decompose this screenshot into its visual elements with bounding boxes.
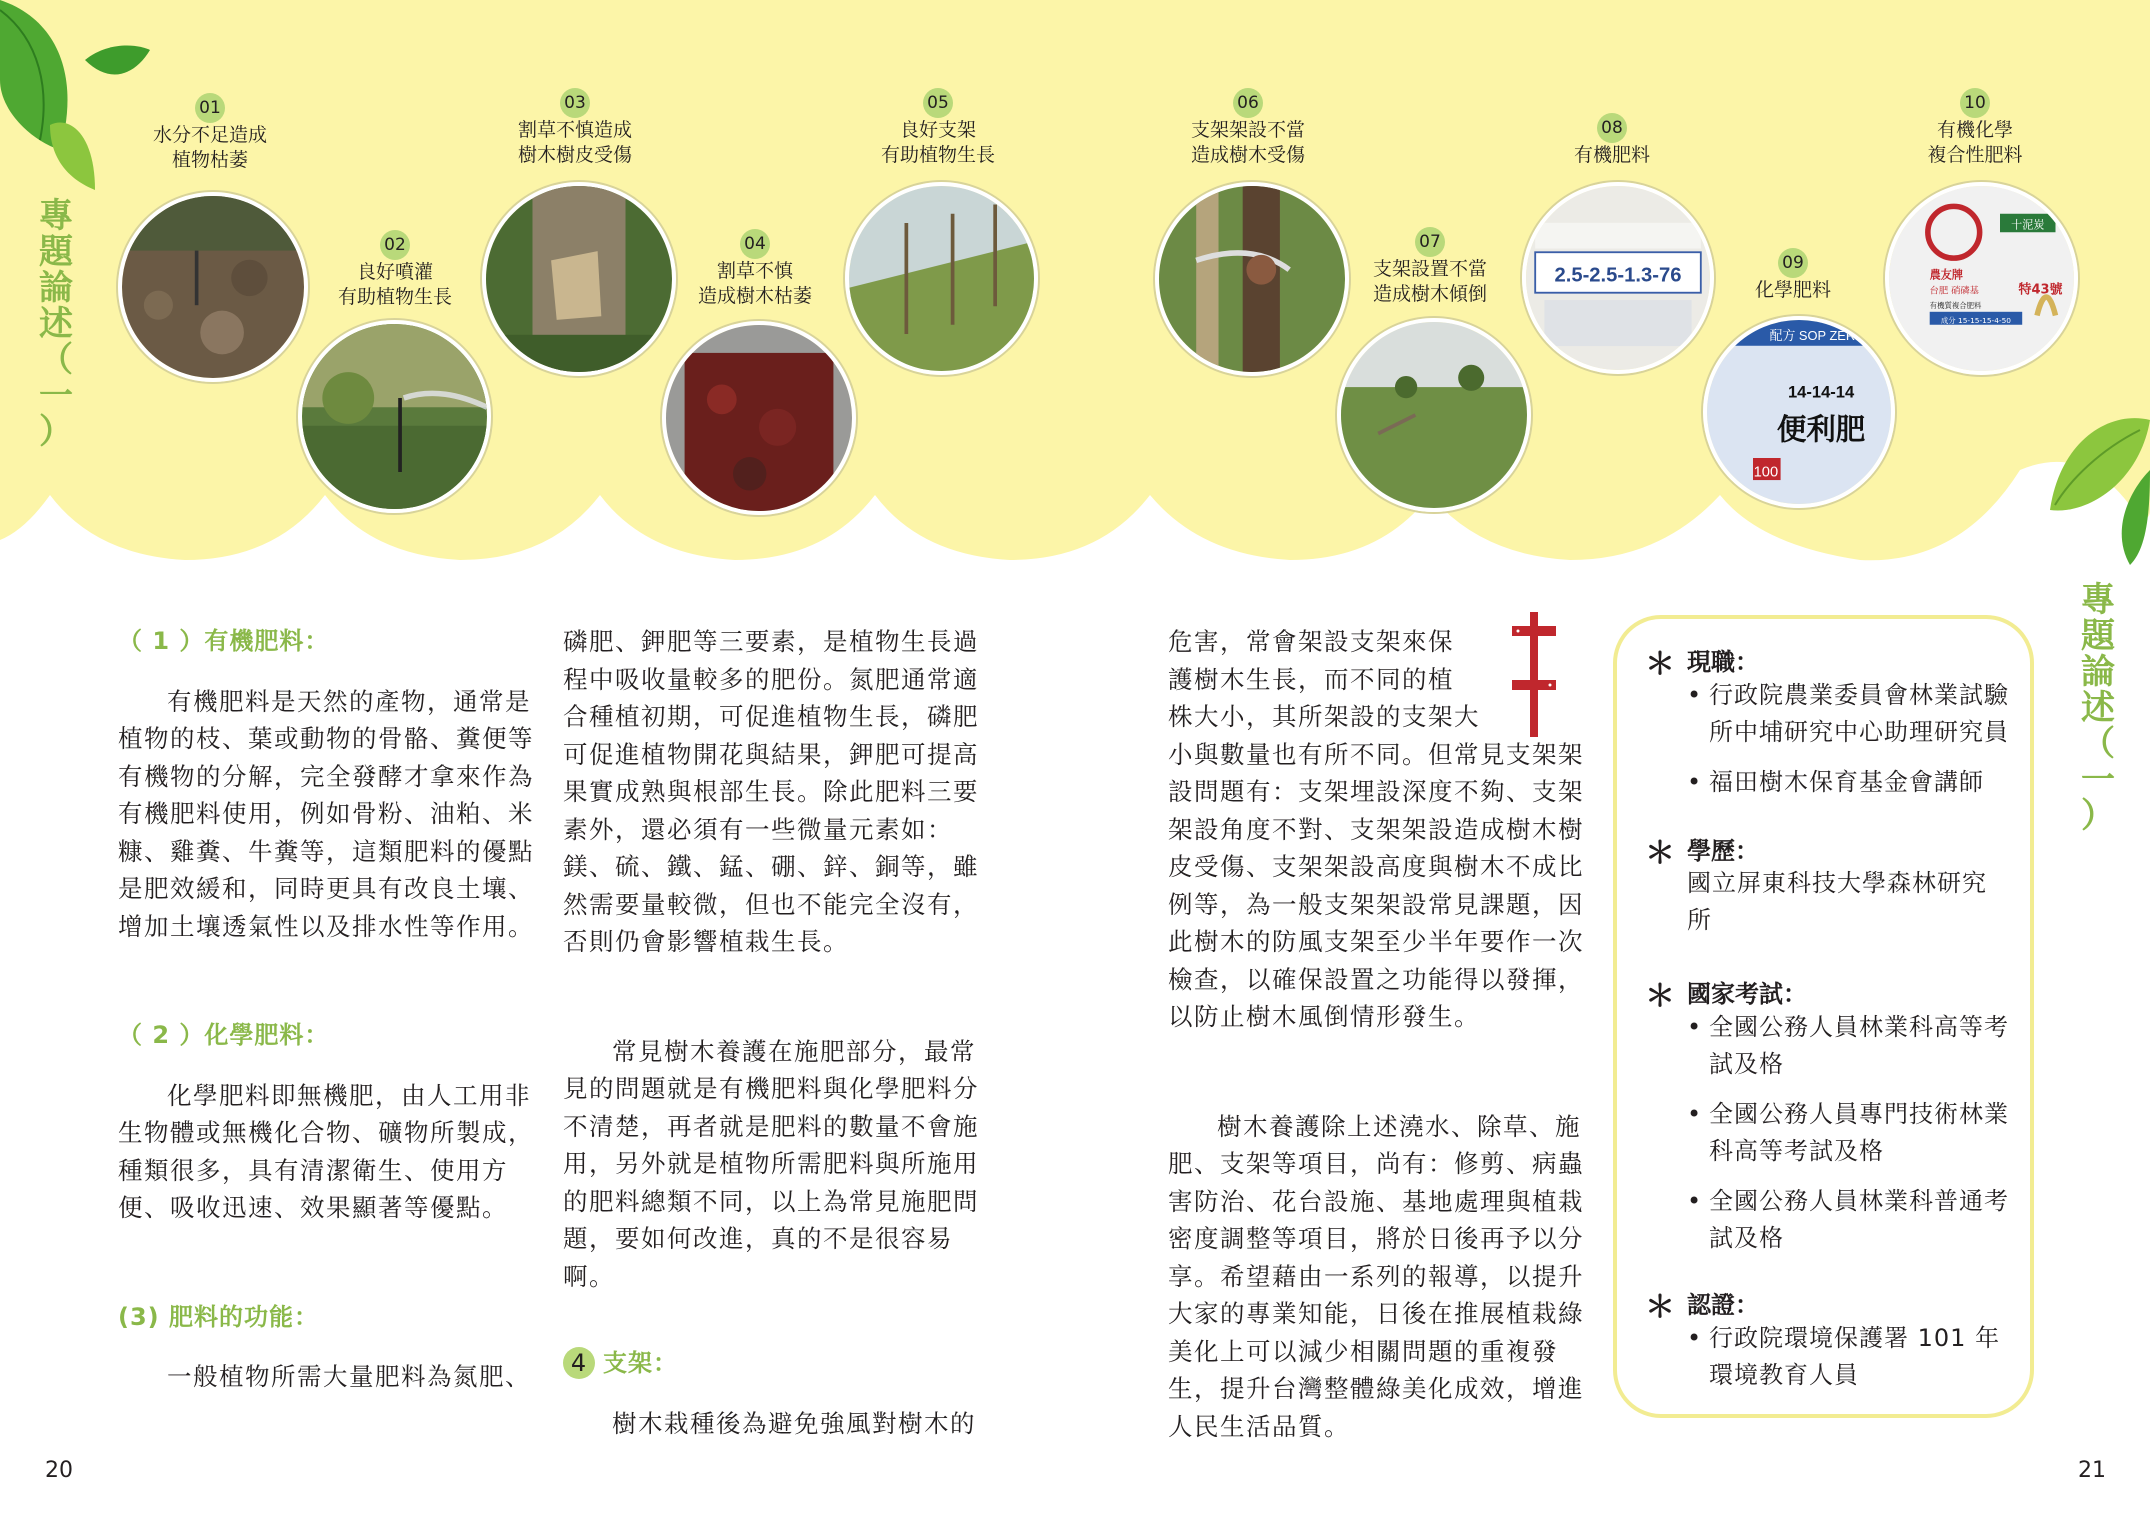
section-heading-support: 4 支架： bbox=[563, 1345, 983, 1383]
svg-text:十泥炭: 十泥炭 bbox=[2011, 218, 2045, 232]
paragraph-conclusion: 樹木養護除上述澆水、除草、施肥、支架等項目，尚有：修剪、病蟲害防治、花台設施、基地處理與植栽密度調整等項目，將於日後再予以分享。希望藉由一系列的報導，以提升大家的專業知能，日後在推展植栽綠美化上可以減少相關問題的重複發生，提升台灣整體綠美化成效，增進人民生活品質。 bbox=[1168, 1111, 1584, 1441]
bio-heading-exams: 國家考試： bbox=[1687, 980, 1807, 1008]
photo-red-shrub bbox=[662, 321, 856, 515]
text-column-2 bbox=[563, 623, 983, 1442]
photo-good-support bbox=[845, 182, 1038, 375]
photo-caption-09: 09 化學肥料 bbox=[1703, 248, 1883, 303]
photo-caption-05: 05 良好支架 有助植物生長 bbox=[848, 88, 1028, 168]
svg-text:特43號: 特43號 bbox=[2018, 282, 2063, 298]
list-item: • 全國公務人員專門技術林業科高等考試及格 bbox=[1687, 1096, 2017, 1170]
paragraph-function: 一般植物所需大量肥料為氮肥、 bbox=[167, 1362, 531, 1391]
svg-text:14-14-14: 14-14-14 bbox=[1787, 382, 1855, 402]
bio-heading-education: 學歷： bbox=[1687, 837, 1759, 865]
bio-heading-certifications: 認證： bbox=[1687, 1291, 1759, 1319]
text-column-1 bbox=[118, 623, 538, 1396]
svg-text:配方 SOP ZERO: 配方 SOP ZERO bbox=[1769, 328, 1866, 344]
svg-text:100: 100 bbox=[1753, 464, 1779, 481]
photo-sprinkler bbox=[298, 320, 491, 513]
section-heading-organic: （ 1 ）有機肥料： bbox=[118, 627, 330, 655]
photo-caption-03: 03 割草不慎造成 樹木樹皮受傷 bbox=[485, 88, 665, 168]
education-text: 國立屏東科技大學森林研究所 bbox=[1687, 869, 1987, 934]
photo-caption-07: 07 支架設置不當 造成樹木傾倒 bbox=[1340, 227, 1520, 307]
side-title-left: 專 題 論 述 （ 一 ） bbox=[39, 196, 73, 452]
svg-text:成分 15-15-15-4-50: 成分 15-15-15-4-50 bbox=[1940, 315, 2012, 325]
photo-caption-10: 10 有機化學 複合性肥料 bbox=[1885, 88, 2065, 168]
list-item: • 全國公務人員林業科高等考試及格 bbox=[1687, 1009, 2017, 1083]
paragraph-nutrients: 磷肥、鉀肥等三要素，是植物生長過程中吸收量較多的肥份。氮肥通常適合種植初期，可促進植物生長，磷肥可促進植物開花與結果，鉀肥可提高果實成熟與根部生長。除此肥料三要素外，還必須有一些微量元素如：鎂、硫、鐵、錳、硼、鋅、銅等，雖然需要量較微，但也不能完全沒有，否則仍會影響植栽生長。 bbox=[563, 627, 979, 956]
paragraph-support-intro: 樹木栽種後為避免強風對樹木的 bbox=[612, 1408, 976, 1438]
svg-text:農友牌: 農友牌 bbox=[1929, 268, 1963, 282]
section-number-badge: 4 bbox=[563, 1347, 595, 1379]
photo-damaged-bark bbox=[482, 182, 676, 376]
photo-compound-fertilizer bbox=[1885, 182, 2078, 375]
bullet-star: ＊ bbox=[1645, 647, 1675, 682]
section-heading-function: (3) 肥料的功能： bbox=[118, 1302, 319, 1331]
support-line-3: 株大小，其所架設的支架大 bbox=[1168, 702, 1480, 731]
paragraph-organic-fertilizer: 有機肥料是天然的產物，通常是植物的枝、葉或動物的骨骼、糞便等有機物的分解，完全發酵才拿來作為有機肥料使用，例如骨粉、油粕、米糠、雞糞、牛糞等，這類肥料的優點是肥效緩和，同時更具有改良土壤、增加土壤透氣性以及排水性等作用。 bbox=[118, 686, 534, 941]
section-heading-chemical: （ 2 ）化學肥料： bbox=[118, 1021, 330, 1049]
paragraph-chemical-fertilizer: 化學肥料即無機肥，由人工用非生物體或無機化合物、礦物所製成，種類很多，具有清潔衛生、使用方便、吸收迅速、效果顯著等優點。 bbox=[118, 1080, 534, 1222]
bio-heading-current-job: 現職： bbox=[1687, 648, 1759, 676]
author-bio-box bbox=[1613, 615, 2034, 1418]
side-title-right: 專 題 論 述 （ 一 ） bbox=[2081, 580, 2115, 836]
bullet-star: ＊ bbox=[1645, 1290, 1675, 1325]
page-number-left: 20 bbox=[45, 1458, 73, 1483]
support-line-2: 護樹木生長，而不同的植 bbox=[1168, 664, 1454, 694]
photo-caption-02: 02 良好噴灌 有助植物生長 bbox=[305, 230, 485, 310]
photo-dry-soil bbox=[118, 192, 308, 382]
photo-fallen-trees bbox=[1337, 318, 1531, 512]
list-item: • 福田樹木保育基金會講師 bbox=[1687, 764, 2017, 801]
svg-text:便利肥: 便利肥 bbox=[1776, 412, 1866, 447]
svg-text:台肥 硝磷基: 台肥 硝磷基 bbox=[1929, 285, 1979, 297]
photo-caption-01: 01 水分不足造成 植物枯萎 bbox=[120, 93, 300, 173]
bullet-star: ＊ bbox=[1645, 836, 1675, 871]
exam-list bbox=[1687, 1009, 2017, 1270]
bullet-star: ＊ bbox=[1645, 979, 1675, 1014]
current-job-list bbox=[1687, 677, 2017, 814]
list-item: • 行政院農業委員會林業試驗所中埔研究中心助理研究員 bbox=[1687, 677, 2017, 751]
certification-list bbox=[1687, 1320, 2017, 1407]
photo-caption-04: 04 割草不慎 造成樹木枯萎 bbox=[665, 229, 845, 309]
svg-text:有機質複合肥料: 有機質複合肥料 bbox=[1929, 301, 1982, 311]
list-item: • 全國公務人員林業科普通考試及格 bbox=[1687, 1183, 2017, 1257]
support-line-1: 危害，常會架設支架來保 bbox=[1168, 627, 1454, 656]
photo-organic-fertilizer bbox=[1522, 182, 1714, 374]
svg-text:2.5-2.5-1.3-76: 2.5-2.5-1.3-76 bbox=[1554, 264, 1682, 287]
photo-caption-08: 08 有機肥料 bbox=[1522, 113, 1702, 168]
list-item: • 行政院環境保護署 101 年環境教育人員 bbox=[1687, 1320, 2017, 1394]
paragraph-fertilizing-issues: 常見樹木養護在施肥部分，最常見的問題就是有機肥料與化學肥料分不清楚，再者就是肥料的數量不會施用，另外就是植物所需肥料與所施用的肥料總類不同，以上為常見施肥問題，要如何改進，真的不是很容易啊。 bbox=[563, 1036, 979, 1291]
paragraph-support-issues: 小與數量也有所不同。但常見支架架設問題有：支架埋設深度不夠、支架架設角度不對、支架架設造成樹木樹皮受傷、支架架設高度與樹木不成比例等，為一般支架架設常見課題，因此樹木的防風支架至少半年要作一次檢查，以確保設置之功能得以發揮，以防止樹木風倒情形發生。 bbox=[1168, 739, 1584, 1031]
photo-caption-06: 06 支架架設不當 造成樹木受傷 bbox=[1158, 88, 1338, 168]
page-number-right: 21 bbox=[2078, 1458, 2106, 1483]
photo-bad-support bbox=[1155, 182, 1349, 376]
text-column-3 bbox=[1168, 623, 1588, 1445]
leaf-decoration-right bbox=[2020, 400, 2150, 570]
photo-chemical-fertilizer bbox=[1703, 316, 1895, 508]
